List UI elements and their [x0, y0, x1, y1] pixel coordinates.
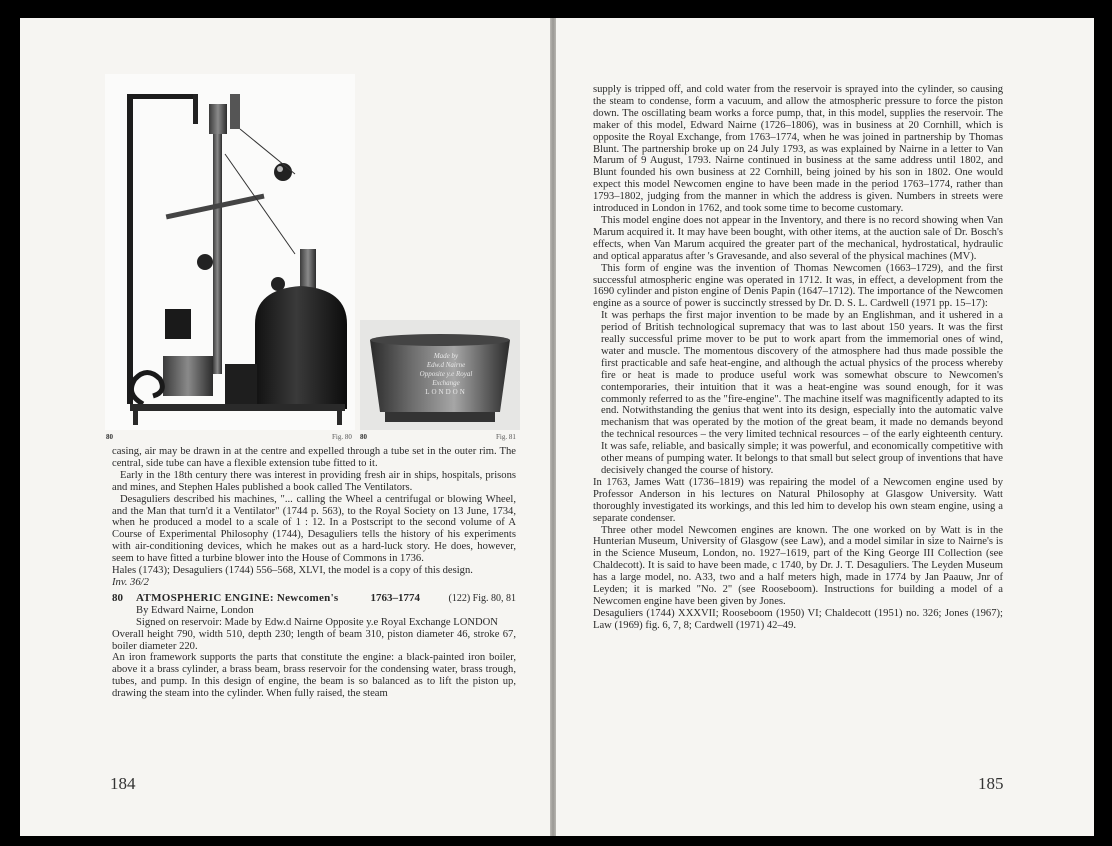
entry-description: An iron framework supports the parts that constitute the engine: a black-painted iron boiler, above it a brass cylinder, a brass beam, brass reservoir for the condensing water, brass trough, tubes, and pump. In this design of engine, the beam is so balanced as to lift the piston up, drawing the steam into the cylinder. When fully raised, the steam [112, 652, 516, 700]
entry-signature: Signed on reservoir: Made by Edw.d Nairne Opposite y.e Royal Exchange LONDON [136, 616, 498, 628]
paragraph: Desaguliers described his machines, "... calling the Wheel a centrifugal or blowing Wheel, and the Man that turn'd it a Ventilator" (1744 p. 563), to the Royal Society on 13 June, 1734, when he produced a model to a scale of 1 : 12. In a Postscript to the second volume of A Course of Experimental Philosophy (1744), Desaguliers tells the history of his experiments with air-conditioning devices, which he makes out as a hard-luck story. He does, however, seem to have fitted a turbine blower into the House of Commons in 1736. [112, 493, 516, 565]
paragraph: This model engine does not appear in the Inventory, and there is no record showing when Van Marum acquired it. It may have been bought, with other items, at the auction sale of Dr. Bosch's effects, when Van Marum acquired the greater part of the mechanical, hydrostatical, hydraulic and optical apparatus after 's Gravesande, and also several of the physical machines (MV). [593, 214, 1003, 262]
left-page [20, 18, 550, 836]
fig-80-number: 80 [106, 433, 113, 441]
quotation: It was perhaps the first major invention to be made by an Englishman, and it ushered in a period of British technological supremacy that was to last about 150 years. It was the first really successful prime mover to be put to work apart from the immemorial ones of wind, water and muscle. The momentous discovery of the atmosphere had thus made possible the first practicable and safe heat-engine, and although the actual physics of the process whereby fire or heat is made to produce useful work was somewhat obscure to Newcomen's contemporaries, their intuition that it was a heat-engine was sound enough, for it was commonly referred to as the "fire-engine". The machine itself was magnificently adapted to its end. Notwithstanding the genius that went into its design, especially into the automatic valve mechanism that was operated by the motion of the great beam, it made no demands beyond the technical resources – the very limited technical resources – of the early eighteenth century. It was safe, reliable, and basically simple; it was powerful, and economically competitive with other means of pumping water. It belongs to that small but select group of inventions that have decisively changed the course of history. [601, 310, 1003, 476]
reservoir-inscription: Made by Edw.d Nairne Opposite y.e Royal Exchange LONDON [419, 352, 473, 396]
entry-years: 1763–1774 [370, 591, 420, 604]
left-page-text [112, 446, 516, 700]
entry-figure-ref: (122) Fig. 80, 81 [448, 592, 516, 604]
inventory-number: Inv. 36/2 [112, 576, 149, 588]
paragraph: Three other model Newcomen engines are known. The one worked on by Watt is in the Hunterian Museum, University of Glasgow (see Law), and a model similar in size to Nairne's is in the Science Museum, London, no. 1927–1619, part of the King George III Collection (see Chaldecott). It is said to have been made, c 1740, by Dr. J. T. Desaguliers. The Leyden Museum has a large model, no. A33, two and a half meters high, made in 1774 by Jan Paauw, Jnr of Leyden; it is marked "No. 2" (see Rooseboom). Instructions for building a model of a Newcomen engine have been given by Jones. [593, 524, 1003, 607]
page-number-right: 185 [978, 774, 1004, 793]
fig-81-number: 80 [360, 433, 367, 441]
paragraph: This form of engine was the invention of Thomas Newcomen (1663–1729), and the first successful atmospheric engine was operated in 1712. It was, in effect, a development from the 1690 cylinder and piston engine of Denis Papin (1647–1712). The importance of the Newcomen engine as a source of power is succinctly stressed by Dr. D. S. L. Cardwell (1971 pp. 15–17): [593, 262, 1003, 310]
catalogue-entry-heading [112, 593, 516, 605]
entry-dimensions: Overall height 790, width 510, depth 230; length of beam 310, piston diameter 46, stroke 67, boiler diameter 220. [112, 628, 516, 652]
paragraph: Early in the 18th century there was interest in providing fresh air in ships, hospitals, prisons and mines, and Stephen Hales published a book called The Ventilators. [112, 469, 516, 493]
paragraph: supply is tripped off, and cold water from the reservoir is sprayed into the cylinder, so causing the steam to condense, form a vacuum, and allow the atmospheric pressure to force the piston down. The oscillating beam works a force pump, that, in this model, supplies the reservoir. The maker of this model, Edward Nairne (1726–1806), was in business at 20 Cornhill, which is opposite the Royal Exchange, from 1763–1774, when he was joined in partnership by Thomas Blunt. The partnership broke up on 24 July 1793, as was explained by Nairne in a letter to Van Marum of 9 August, 1793. Nairne continued in business at the same address until 1802, and Blunt founded his own business at 22 Cornhill, being joined by his son in 1802. One would expect this model Newcomen engine to have been made in the period 1763–1774, rather than 1793–1802, judging from the manner in which the address is given. Numbers in streets were introduced in London in 1762, and took some time to become customary. [593, 84, 1003, 215]
entry-title: ATMOSPHERIC ENGINE: Newcomen's [136, 591, 339, 604]
fig-81-label: Fig. 81 [496, 433, 516, 441]
paragraph: casing, air may be drawn in at the centre and expelled through a tube set in the outer rim. The central, side tube can have a flexible extension tube fitted to it. [112, 446, 516, 469]
references: Hales (1743); Desaguliers (1744) 556–568, XLVI, the model is a copy of this design. [112, 565, 473, 577]
engine-photo [105, 74, 355, 430]
paragraph: In 1763, James Watt (1736–1819) was repairing the model of a Newcomen engine used by Professor Anderson in his lectures on Natural Philosophy at Glasgow University. Watt thoroughly investigated its workings, and this led him to develop his own steam engine, using a separate condenser. [593, 476, 1003, 524]
fig-80-label: Fig. 80 [332, 433, 352, 441]
right-page-text [593, 84, 1003, 632]
reservoir-photo [360, 320, 520, 430]
entry-number: 80 [112, 591, 123, 604]
page-number-left: 184 [110, 774, 136, 793]
entry-maker: By Edward Nairne, London [136, 604, 254, 616]
references: Desaguliers (1744) XXXVII; Rooseboom (1950) VI; Chaldecott (1951) no. 326; Jones (1967); Law (1969) fig. 6, 7, 8; Cardwell (1971) 42–49. [593, 607, 1003, 631]
right-page [556, 18, 1094, 836]
